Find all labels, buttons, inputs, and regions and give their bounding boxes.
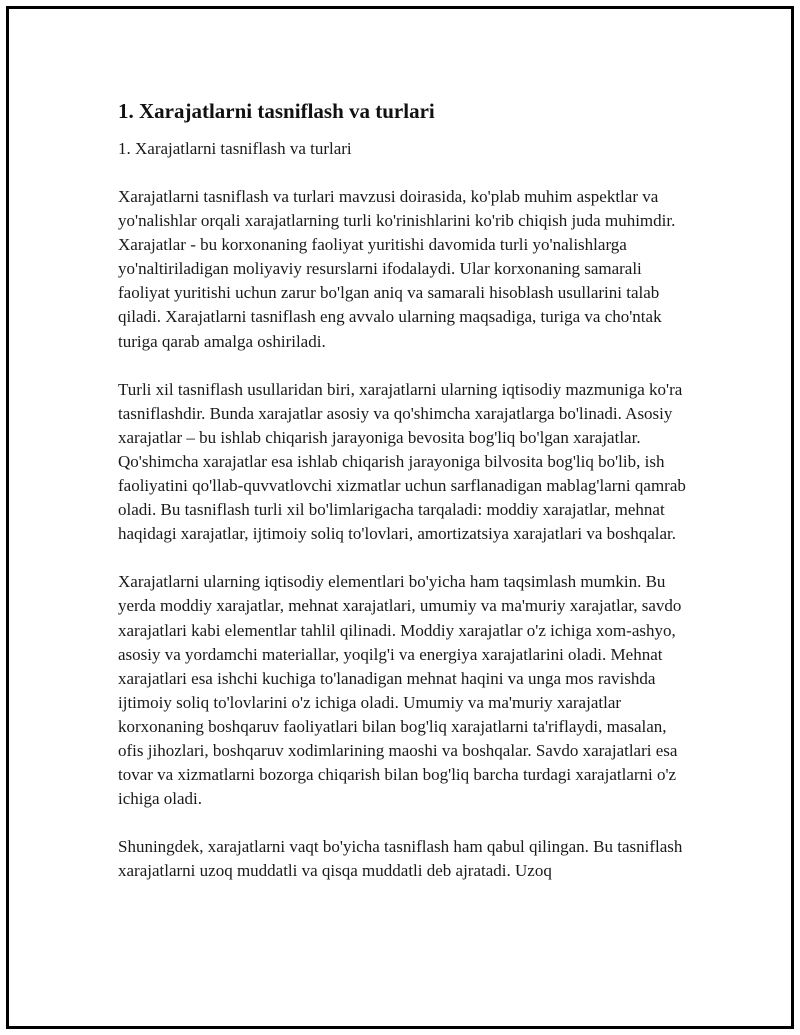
document-body	[118, 97, 693, 907]
document-subheading: 1. Xarajatlarni tasniflash va turlari	[118, 139, 352, 158]
page-border	[6, 6, 794, 1029]
paragraph-4: Shuningdek, xarajatlarni vaqt bo'yicha tasniflash ham qabul qilingan. Bu tasniflash xarajatlarni uzoq muddatli va qisqa muddatli deb ajratadi. Uzoq	[118, 837, 683, 881]
paragraph-2: Turli xil tasniflash usullaridan biri, xarajatlarni ularning iqtisodiy mazmuniga ko'ra tasniflashdir. Bunda xarajatlar asosiy va qo'shimcha xarajatlarga bo'linadi. Asosiy xarajatlar – bu ishlab chiqarish jarayoniga bevosita bog'liq bo'lgan xarajatlar. Qo'shimcha xarajatlar esa ishlab chiqarish jarayoniga bilvosita bog'liq bo'lib, ish faoliyatini qo'llab-quvvatlovchi xizmatlar uchun sarflanadigan mablag'larni qamrab oladi. Bu tasniflash turli xil bo'limlarigacha tarqaladi: moddiy xarajatlar, mehnat haqidagi xarajatlar, ijtimoiy soliq to'lovlari, amortizatsiya xarajatlari va boshqalar.	[118, 379, 686, 544]
paragraph-1: Xarajatlarni tasniflash va turlari mavzusi doirasida, ko'plab muhim aspektlar va yo'nalishlar orqali xarajatlarning turli ko'rinishlarini ko'rib chiqish juda muhimdir. Xarajatlar - bu korxonaning faoliyat yuritishi davomida turli yo'nalishlarga yo'naltiriladigan moliyaviy resurslarni ifodalaydi. Ular korxonaning samarali faoliyat yuritishi uchun zarur bo'lgan aniq va samarali hisoblash usullarini talab qiladi. Xarajatlarni tasniflash eng avvalo ularning maqsadiga, turiga va cho'ntak turiga qarab amalga oshiriladi.	[118, 187, 676, 351]
document-heading: 1. Xarajatlarni tasniflash va turlari	[118, 99, 435, 123]
paragraph-3: Xarajatlarni ularning iqtisodiy elementlari bo'yicha ham taqsimlash mumkin. Bu yerda moddiy xarajatlar, mehnat xarajatlari, umumiy va ma'muriy xarajatlar, savdo xarajatlari kabi elementlar tahlil qilinadi. Moddiy xarajatlar o'z ichiga xom-ashyo, asosiy va yordamchi materiallar, yoqilg'i va energiya xarajatlarini oladi. Mehnat xarajatlari esa ishchi kuchiga to'lanadigan mehnat haqini va unga mos ravishda ijtimoiy soliq to'lovlarini o'z ichiga oladi. Umumiy va ma'muriy xarajatlar korxonaning boshqaruv faoliyatlari bilan bog'liq xarajatlarni ta'riflaydi, masalan, ofis jihozlari, boshqaruv xodimlarining maoshi va boshqalar. Savdo xarajatlari esa tovar va xizmatlarni bozorga chiqarish bilan bog'liq barcha turdagi xarajatlarni o'z ichiga oladi.	[118, 572, 682, 809]
